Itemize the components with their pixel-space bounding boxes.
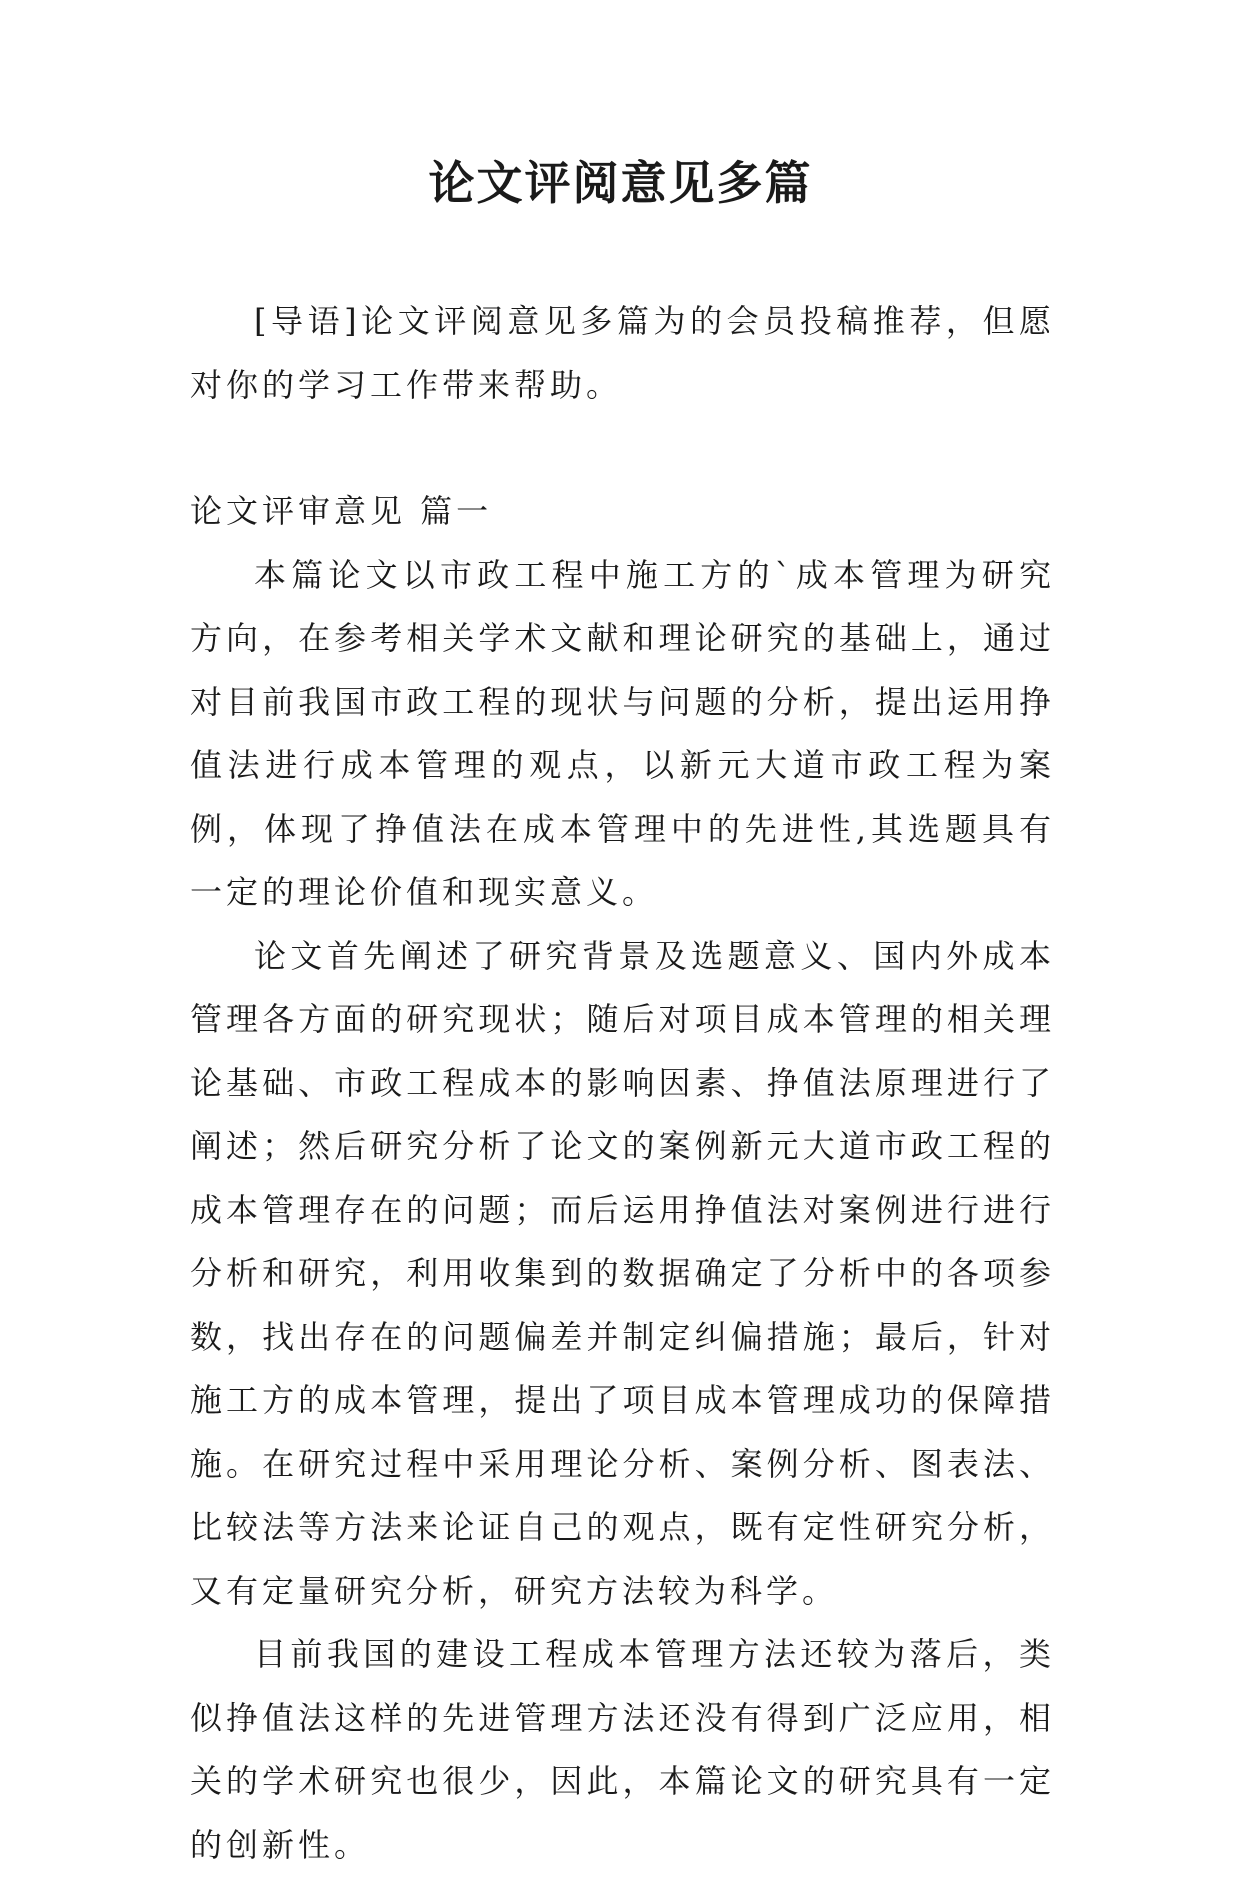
body-paragraph-2: 论文首先阐述了研究背景及选题意义、国内外成本管理各方面的研究现状；随后对项目成本管理的相关理论基础、市政工程成本的影响因素、挣值法原理进行了阐述；然后研究分析了论文的案例新元大道市政工程的成本管理存在的问题；而后运用挣值法对案例进行进行分析和研究，利用收集到的数据确定了分析中的各项参数，找出存在的问题偏差并制定纠偏措施；最后，针对施工方的成本管理，提出了项目成本管理成功的保障措施。在研究过程中采用理论分析、案例分析、图表法、比较法等方法来论证自己的观点，既有定性研究分析，又有定量研究分析，研究方法较为科学。 (190, 936, 1055, 1610)
intro-paragraph: [导语]论文评阅意见多篇为的会员投稿推荐，但愿对你的学习工作带来帮助。 (190, 302, 1055, 404)
section-heading: 论文评审意见 篇一 (190, 492, 493, 530)
document-title: 论文评阅意见多篇 (428, 156, 813, 210)
document-body (190, 290, 1055, 1877)
body-paragraph-3: 目前我国的建设工程成本管理方法还较为落后，类似挣值法这样的先进管理方法还没有得到广泛应用，相关的学术研究也很少，因此，本篇论文的研究具有一定的创新性。 (190, 1635, 1055, 1864)
body-paragraph-1: 本篇论文以市政工程中施工方的`成本管理为研究方向，在参考相关学术文献和理论研究的基础上，通过对目前我国市政工程的现状与问题的分析，提出运用挣值法进行成本管理的观点，以新元大道市政工程为案例，体现了挣值法在成本管理中的先进性,其选题具有一定的理论价值和现实意义。 (190, 555, 1055, 911)
